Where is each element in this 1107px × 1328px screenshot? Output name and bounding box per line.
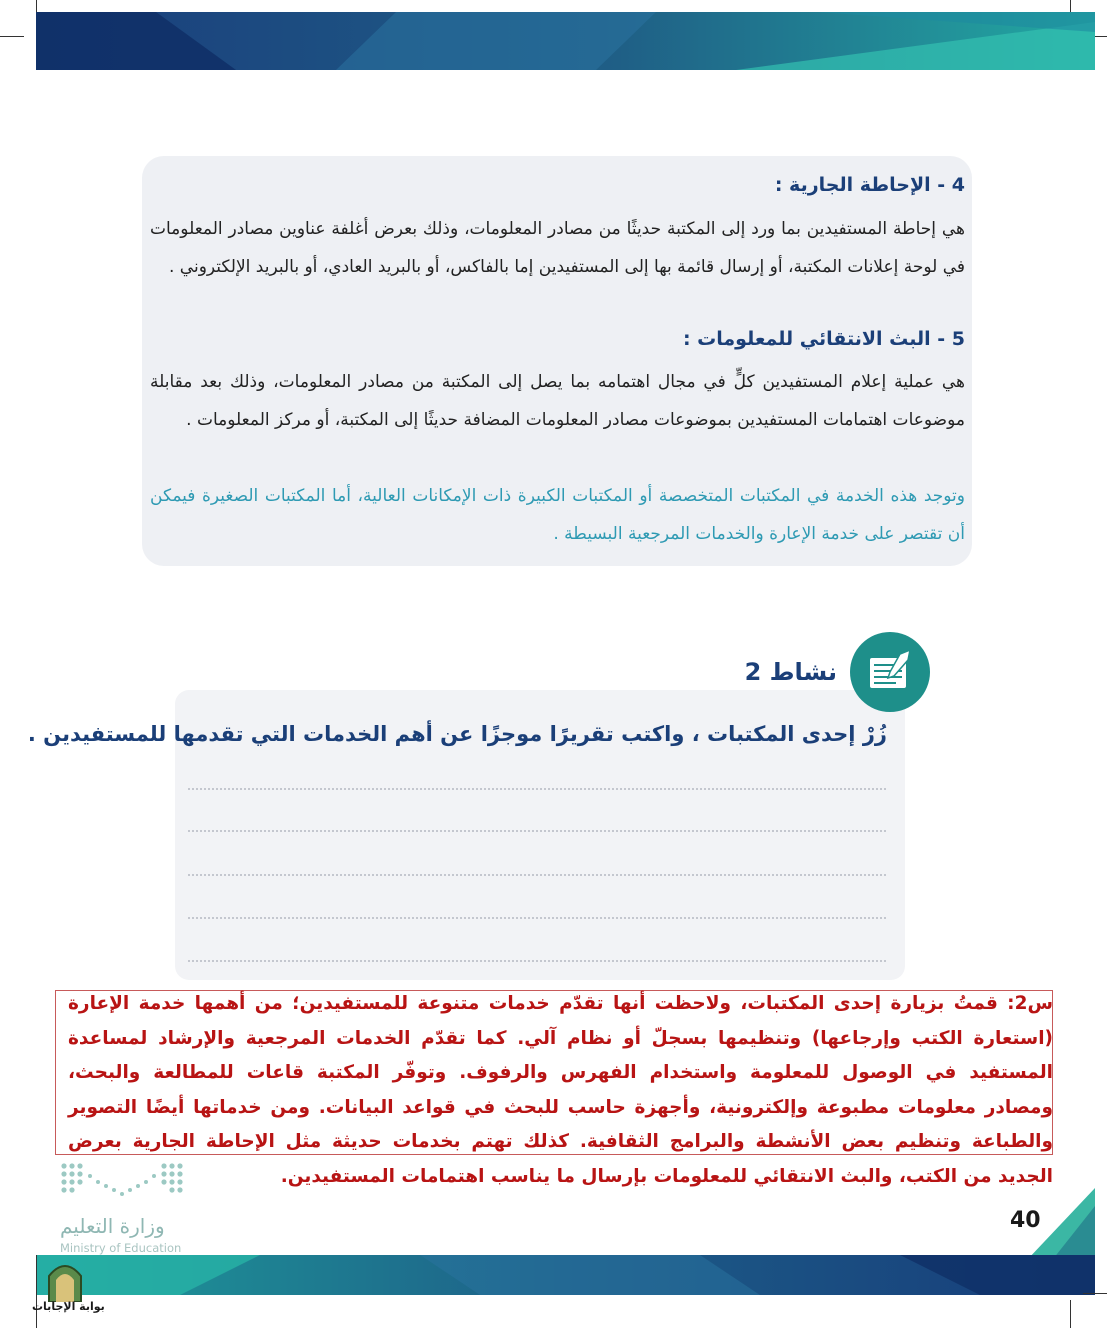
page-number: 40 xyxy=(1010,1208,1041,1233)
answer-line xyxy=(188,788,886,790)
ministry-logo-icon xyxy=(60,1162,190,1210)
section-4-body: هي إحاطة المستفيدين بما ورد إلى المكتبة حديثًا من مصادر المعلومات، وذلك بعرض أغلفة عناوين مصادر المعلومات في لوحة إعلانات المكتبة، أو إرسال قائمة بها إلى المستفيدين إما بالفاكس، أو بالبريد العادي، أو بالبريد الإلكتروني . xyxy=(150,219,965,277)
section-5-body: هي عملية إعلام المستفيدين كلٍّ في مجال اهتمامه بما يصل إلى المكتبة من مصادر المعلومات، وذلك بعد مقابلة موضوعات اهتمامات المستفيدين بموضوعات مصادر المعلومات المضافة حديثًا إلى المكتبة، أو مركز المعلومات . xyxy=(150,372,965,430)
activity-prompt: زُرْ إحدى المكتبات ، واكتب تقريرًا موجزًا عن أهم الخدمات التي تقدمها للمستفيدين . xyxy=(27,722,887,746)
ministry-name-english: Ministry of Education xyxy=(60,1241,182,1255)
answer-line xyxy=(188,874,886,876)
footer-band xyxy=(0,1255,1107,1328)
notebook-pen-icon xyxy=(850,632,930,712)
crop-mark xyxy=(0,36,24,37)
section-5-note: وتوجد هذه الخدمة في المكتبات المتخصصة أو المكتبات الكبيرة ذات الإمكانات العالية، أما المكتبات الصغيرة فيمكن أن تقتصر على خدمة الإعارة والخدمات المرجعية البسيطة . xyxy=(150,486,965,544)
ministry-name-arabic: وزارة التعليم xyxy=(60,1214,165,1238)
watermark-text: بوابة الإجابات xyxy=(32,1300,105,1313)
header-band-graphic xyxy=(36,12,1095,70)
watermark-logo-icon xyxy=(45,1258,85,1302)
activity-title: نشاط 2 xyxy=(744,658,837,686)
answer-line xyxy=(188,830,886,832)
section-5-heading: 5 - البث الانتقائي للمعلومات : xyxy=(682,328,965,350)
footer-band-graphic xyxy=(0,1255,1107,1328)
answer-line xyxy=(188,917,886,919)
header-band xyxy=(36,12,1095,70)
answer-line xyxy=(188,960,886,962)
section-4-heading: 4 - الإحاطة الجارية : xyxy=(774,174,965,196)
answer-text: س2: قمتُ بزيارة إحدى المكتبات، ولاحظت أنها تقدّم خدمات متنوعة للمستفيدين؛ من أهمها خدمة الإعارة (استعارة الكتب وإرجاعها) وتنظيمها بسجلّ أو نظام آلي. كما تقدّم الخدمات المرجعية والإرشاد لمساعدة المستفيد في الوصول للمعلومة واستخدام الفهرس والرفوف. وتوفّر المكتبة قاعات للمطالعة والبحث، ومصادر معلومات مطبوعة وإلكترونية، وأجهزة حاسب للبحث في قواعد البيانات. ومن خدماتها أيضًا التصوير والطباعة وتنظيم بعض الأنشطة والبرامج الثقافية. كذلك تهتم بخدمات حديثة مثل الإحاطة الجارية بعرض الجديد من الكتب، والبث الانتقائي للمعلومات بإرسال ما يناسب اهتمامات المستفيدين. xyxy=(68,993,1053,1187)
